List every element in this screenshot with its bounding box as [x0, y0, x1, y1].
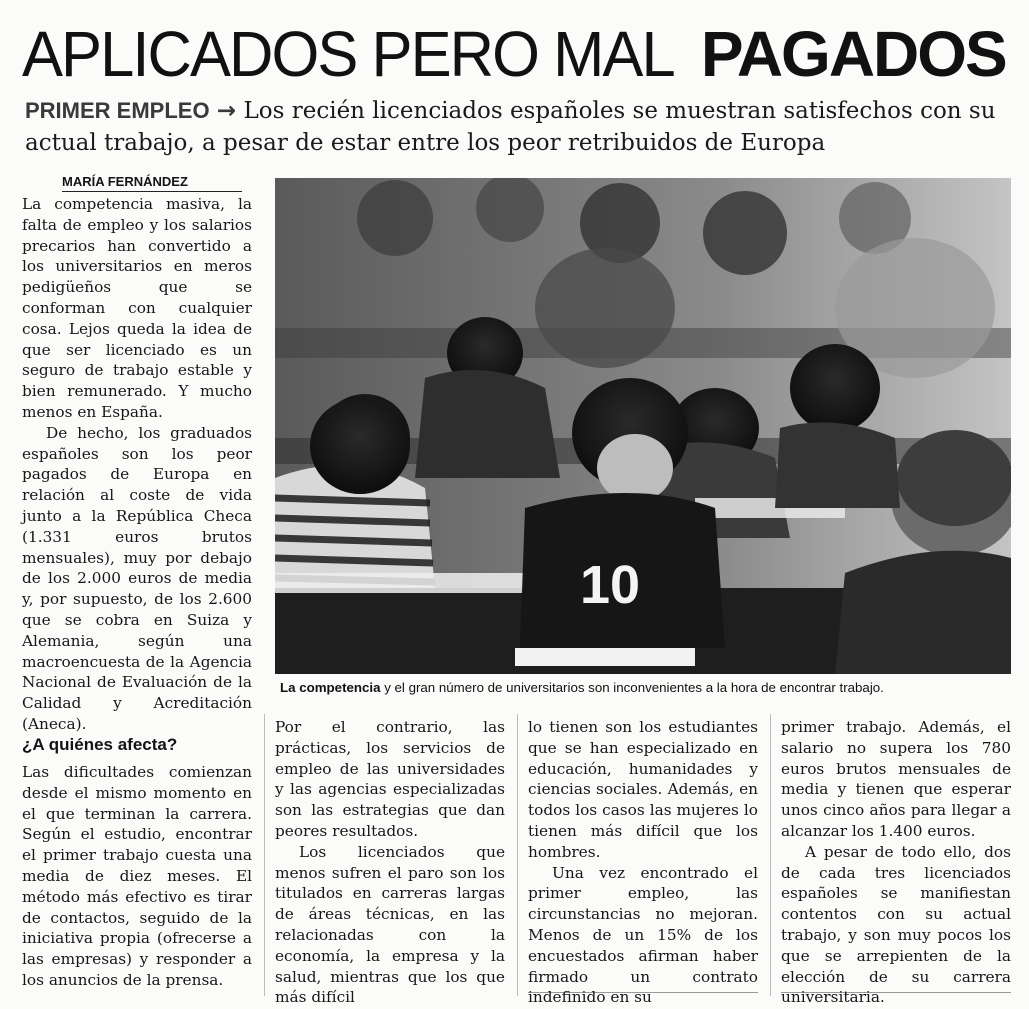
paragraph: Una vez encontrado el primer empleo, las circunstancias no mejoran. Menos de un 15% de los encuestados afirman haber firmado un contrato indefinido en su — [528, 863, 758, 1007]
caption-rest: y el gran número de universitarios son inconvenientes a la hora de encontrar trabajo. — [380, 680, 884, 695]
section-subhead: ¿A quiénes afecta? — [22, 735, 178, 754]
paragraph: La competencia masiva, la falta de empleo y los salarios precarios han convertido a los universitarios en meros pedigüeños que se conforman con cualquier cosa. Lejos queda la idea de que ser licenciado es un seguro de trabajo estable y bien remunerado. Y mucho menos en España. — [22, 195, 252, 421]
article-column-1 — [22, 194, 252, 735]
article-column-4 — [781, 717, 1011, 1008]
article-column-1b — [22, 762, 252, 991]
paragraph: Por el contrario, las prácticas, los servicios de empleo de las universidades y las agencias especializadas son las estrategias que dan peores resultados. — [275, 718, 505, 840]
column-divider — [770, 714, 771, 996]
paragraph: primer trabajo. Además, el salario no supera los 780 euros brutos mensuales de media y tienen que esperar unos cinco años para llegar a alcanzar los 1.400 euros. — [781, 718, 1011, 840]
caption-lead: La competencia — [280, 680, 381, 695]
headline-bold: PAGADOS — [700, 18, 1006, 90]
paragraph: De hecho, los graduados españoles son los peor pagados de Europa en relación al coste de vida junto a la República Checa (1.331 euros brutos mensuales), muy por debajo de los 2.000 euros de media y, por supuesto, de los 2.600 que se cobra en Suiza y Alemania, según una macroencuesta de la Agencia Nacional de Evaluación de la Calidad y Acreditación (Aneca). — [22, 423, 252, 733]
jersey-number: 10 — [580, 555, 641, 615]
deck-text: Los recién licenciados españoles se muestran satisfechos con su actual trabajo, a pesar de estar entre los peor retribuidos de Europa — [25, 98, 996, 156]
arrow-right-icon: → — [216, 98, 237, 124]
paragraph: lo tienen son los estudiantes que se han especializado en educación, humanidades y ciencias sociales. Además, en todos los casos las mujeres lo tienen más difícil que los hombres. — [528, 718, 758, 861]
deck-kicker: PRIMER EMPLEO — [25, 98, 210, 123]
byline: MARÍA FERNÁNDEZ — [62, 174, 242, 192]
news-photo — [275, 178, 1011, 674]
column-divider — [264, 714, 265, 996]
deck — [25, 95, 1005, 159]
paragraph: Las dificultades comienzan desde el mismo momento en el que terminan la carrera. Según el estudio, encontrar el primer trabajo cuesta una media de diez meses. El método más efectivo es tirar de contactos, seguido de la iniciativa propia (ofrecerse a las empresas) y responder a los anuncios de la prensa. — [22, 763, 252, 989]
paragraph: A pesar de todo ello, dos de cada tres licenciados españoles se manifiestan contentos con su actual trabajo, y son muy pocos los que se arrepienten de la elección de su carrera universitaria. — [781, 842, 1011, 1007]
photo-caption — [280, 680, 1010, 695]
headline — [22, 14, 1012, 94]
paragraph: Los licenciados que menos sufren el paro son los titulados en carreras largas de áreas técnicas, en las relacionadas con la economía, la empresa y la salud, mientras que los que más difícil — [275, 842, 505, 1007]
headline-light: APLICADOS PERO MAL — [22, 18, 674, 90]
classroom-exam-illustration — [275, 178, 1011, 674]
column-divider — [517, 714, 518, 996]
article-column-2 — [275, 717, 505, 1008]
article-column-3 — [528, 717, 758, 1008]
